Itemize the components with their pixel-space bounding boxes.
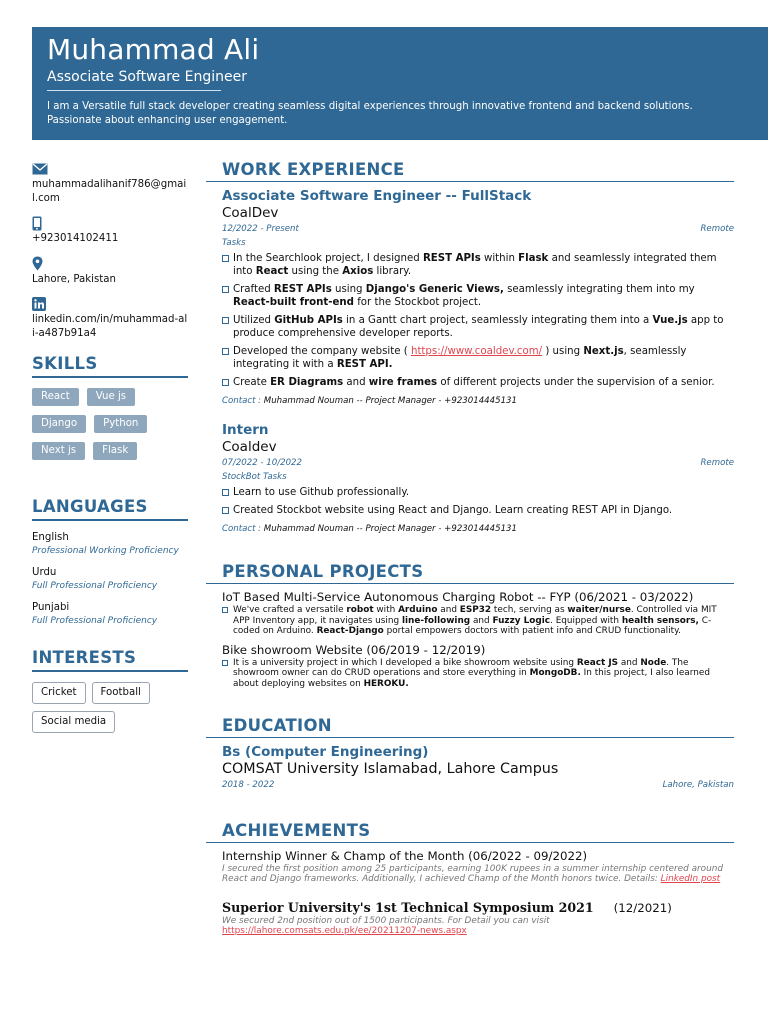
text-segment: , seamlessly integrating it with a — [233, 346, 687, 370]
text-segment: . The showroom owner can do CRUD operations and store everything in — [233, 657, 689, 679]
bold-text: React-Django — [316, 626, 384, 637]
text-segment: using — [331, 284, 366, 295]
skill-tag: Flask — [93, 442, 137, 460]
language-item — [32, 601, 188, 628]
contact-linkedin — [32, 295, 188, 340]
bold-text: waiter/nurse — [567, 605, 631, 615]
job-dates: 07/2022 - 10/2022 — [222, 458, 302, 468]
task-item — [222, 486, 734, 499]
interest-tag: Football — [92, 682, 150, 704]
text-segment: app to produce comprehensive developer reports. — [233, 315, 724, 339]
language-level: Full Professional Proficiency — [32, 581, 158, 591]
interests-heading: INTERESTS — [32, 648, 188, 672]
text-segment: ) using — [542, 346, 584, 357]
bold-text: HEROKU. — [363, 678, 409, 689]
email-icon — [32, 160, 188, 178]
contact-text: Muhammad Nouman -- Project Manager - +923014445131 — [261, 396, 517, 406]
title-divider — [47, 90, 221, 91]
text-segment: using the — [288, 266, 343, 277]
tasks-label: Tasks — [222, 238, 246, 248]
task-item — [222, 283, 734, 309]
bold-text: React JS — [576, 657, 619, 668]
languages-heading: LANGUAGES — [32, 497, 188, 521]
bold-text: ER Diagrams — [270, 377, 344, 388]
job-entry — [222, 188, 734, 408]
text-segment: Developed the company website ( — [233, 346, 411, 357]
summary-text: I am a Versatile full stack developer creating seamless digital experiences through innovative frontend and backend solutions. Passionate about enhancing user engagement. — [47, 101, 693, 126]
achievement-entry — [222, 849, 734, 885]
text-segment: seamlessly integrating them into my — [503, 284, 695, 295]
project-title: IoT Based Multi-Service Autonomous Charging Robot -- FYP (06/2021 - 03/2022) — [222, 590, 694, 604]
task-list — [222, 486, 734, 517]
text-segment: and — [437, 605, 460, 615]
bold-text: Arduino — [398, 605, 438, 615]
job-dates: 12/2022 - Present — [222, 224, 299, 234]
job-role: Associate Software Engineer -- FullStack — [222, 188, 532, 204]
phone-icon — [32, 214, 188, 232]
education-meta — [222, 778, 734, 793]
text-segment: In the Searchlook project, I designed — [233, 253, 423, 264]
job-location: Remote — [700, 224, 734, 234]
resume-header — [32, 27, 768, 140]
bold-text: wire frames — [368, 377, 438, 388]
candidate-name: Muhammad Ali — [47, 33, 260, 66]
text-segment: tech, serving as — [491, 605, 568, 615]
skill-tag: Python — [94, 415, 147, 433]
project-desc-list — [222, 658, 734, 690]
bold-text: Fuzzy Logic — [492, 615, 551, 626]
task-item — [222, 314, 734, 340]
achievement-title: Internship Winner & Champ of the Month (06/2022 - 09/2022) — [222, 848, 588, 863]
skill-tag: Vue js — [87, 388, 135, 406]
inline-link[interactable]: https://www.coaldev.com/ — [410, 346, 543, 357]
language-name: English — [32, 532, 69, 543]
achievement-entry — [222, 897, 734, 938]
text-segment: C-coded on Arduino. — [233, 615, 712, 637]
achievement-desc — [222, 864, 734, 885]
phone-text[interactable]: +923014102411 — [32, 233, 119, 244]
skill-tag: Django — [32, 415, 86, 433]
contact-label: Contact : — [222, 396, 262, 406]
achievement-desc: We secured 2nd position out of 1500 participants. For Detail you can visit — [222, 915, 550, 926]
job-company: CoalDev — [222, 205, 279, 221]
text-segment: . Controlled via MIT APP Inventory app, it navigates using — [233, 605, 717, 626]
projects-heading: PERSONAL PROJECTS — [206, 562, 734, 584]
bold-text: Next.js — [583, 346, 624, 357]
bold-text: Axios — [342, 266, 374, 277]
achievements-heading: ACHIEVEMENTS — [206, 821, 734, 843]
task-item — [222, 345, 734, 371]
text-segment: Created Stockbot website using React and Django. Learn creating REST API in Django. — [233, 505, 673, 516]
left-column — [32, 160, 188, 733]
text-segment: In this project, I also learned about deploying websites on — [233, 668, 710, 689]
text-segment: Utilized — [233, 315, 275, 326]
bold-text: Node — [640, 657, 667, 668]
project-desc-list — [222, 605, 734, 637]
interest-tag: Social media — [32, 711, 115, 733]
project-title: Bike showroom Website (06/2019 - 12/2019) — [222, 642, 486, 657]
skills-list — [32, 388, 188, 460]
bold-text: REST API. — [336, 359, 393, 370]
job-meta — [222, 222, 734, 237]
contact-label: Contact : — [222, 524, 262, 534]
email-text[interactable]: muhammadalihanif786@gmail.com — [32, 179, 187, 204]
bold-text: React-built front-end — [233, 297, 354, 308]
bold-text: REST APIs — [273, 284, 332, 295]
job-location: Remote — [700, 458, 734, 468]
bold-text: Flask — [518, 253, 549, 264]
school-name: COMSAT University Islamabad, Lahore Campus — [222, 760, 559, 777]
text-segment: . Equipped with — [550, 615, 622, 626]
text-segment: library. — [373, 266, 412, 277]
candidate-title: Associate Software Engineer — [47, 69, 247, 85]
bold-text: line-following — [401, 615, 471, 626]
bold-text: GitHub APIs — [274, 315, 343, 326]
language-name: Urdu — [32, 567, 57, 578]
text-segment: Crafted — [233, 284, 274, 295]
contact-location — [32, 255, 188, 287]
bold-text: REST APIs — [422, 253, 481, 264]
education-heading: EDUCATION — [206, 716, 734, 738]
project-desc — [222, 658, 734, 690]
language-level: Professional Working Proficiency — [32, 546, 179, 556]
task-item — [222, 504, 734, 517]
achievement-date: (12/2021) — [613, 900, 672, 915]
degree-title: Bs (Computer Engineering) — [222, 743, 429, 760]
location-icon — [32, 255, 188, 273]
language-item — [32, 566, 188, 593]
text-segment: with — [373, 605, 399, 615]
bold-text: Django's Generic Views, — [365, 284, 504, 295]
skill-tag: Next js — [32, 442, 85, 460]
text-segment: portal empowers doctors with patient info and CRUD functionality. — [383, 626, 681, 637]
bold-text: ESP32 — [459, 605, 492, 615]
task-item — [222, 376, 734, 389]
location-text: Lahore, Pakistan — [32, 273, 116, 285]
bold-text: health sensors, — [621, 615, 699, 626]
text-segment: Learn to use Github professionally. — [233, 487, 410, 498]
contact-phone — [32, 214, 188, 246]
language-name: Punjabi — [32, 602, 70, 613]
text-segment: We've crafted a versatile — [233, 605, 347, 615]
achievements-list — [206, 849, 734, 938]
text-segment: and seamlessly integrated them into — [233, 253, 717, 277]
bold-text: robot — [346, 605, 374, 615]
linkedin-text[interactable]: linkedin.com/in/muhammad-ali-a487b91a4 — [32, 314, 188, 339]
education-location: Lahore, Pakistan — [662, 779, 734, 790]
work-experience-list — [206, 188, 734, 536]
linkedin-icon — [32, 295, 188, 313]
text-segment: and — [343, 377, 369, 388]
task-list — [222, 252, 734, 389]
job-contact — [222, 522, 734, 536]
education-entry — [206, 744, 734, 793]
project-entry — [222, 643, 734, 690]
text-segment: within — [480, 253, 519, 264]
text-segment: Create — [233, 377, 271, 388]
language-item — [32, 531, 188, 558]
bold-text: React — [255, 266, 289, 277]
projects-list — [206, 590, 734, 690]
achievement-title: Superior University's 1st Technical Symposium 2021 — [222, 899, 594, 915]
bold-text: MongoDB. — [529, 668, 581, 679]
task-item — [222, 252, 734, 278]
right-column — [206, 160, 734, 937]
text-segment: in a Gantt chart project, seamlessly integrating them into a — [342, 315, 653, 326]
tasks-label: StockBot Tasks — [222, 472, 287, 482]
job-role: Intern — [222, 422, 269, 438]
project-entry — [222, 590, 734, 637]
desc-text: I secured the first position among 25 participants, earning 100K rupees in a summer internship centered around React and Django frameworks. Additionally, I achieved Champ of the Month honors twice. Details: — [222, 863, 723, 885]
text-segment: for the Stockbot project. — [353, 297, 482, 308]
text-segment: and — [618, 657, 641, 668]
job-company: Coaldev — [222, 439, 277, 455]
news-link[interactable]: https://lahore.comsats.edu.pk/ee/20211207-news.aspx — [222, 926, 467, 937]
linkedin-post-link[interactable]: LinkedIn post — [660, 874, 721, 885]
skill-tag: React — [32, 388, 79, 406]
bold-text: Vue.js — [652, 315, 688, 326]
language-level: Full Professional Proficiency — [32, 616, 158, 626]
job-contact — [222, 394, 734, 408]
text-segment: of different projects under the supervision of a senior. — [437, 377, 715, 388]
contact-email — [32, 160, 188, 205]
achievement-heading-row — [222, 897, 734, 916]
education-dates: 2018 - 2022 — [222, 779, 275, 790]
skills-heading: SKILLS — [32, 354, 188, 378]
text-segment: It is a university project in which I developed a bike showroom website using — [233, 657, 577, 668]
job-entry — [222, 422, 734, 536]
work-heading: WORK EXPERIENCE — [206, 160, 734, 182]
interest-tag: Cricket — [32, 682, 86, 704]
languages-list — [32, 531, 188, 628]
job-meta — [222, 456, 734, 471]
interests-list — [32, 682, 188, 733]
contact-text: Muhammad Nouman -- Project Manager - +923014445131 — [261, 524, 517, 534]
text-segment: and — [470, 615, 493, 626]
project-desc — [222, 605, 734, 637]
